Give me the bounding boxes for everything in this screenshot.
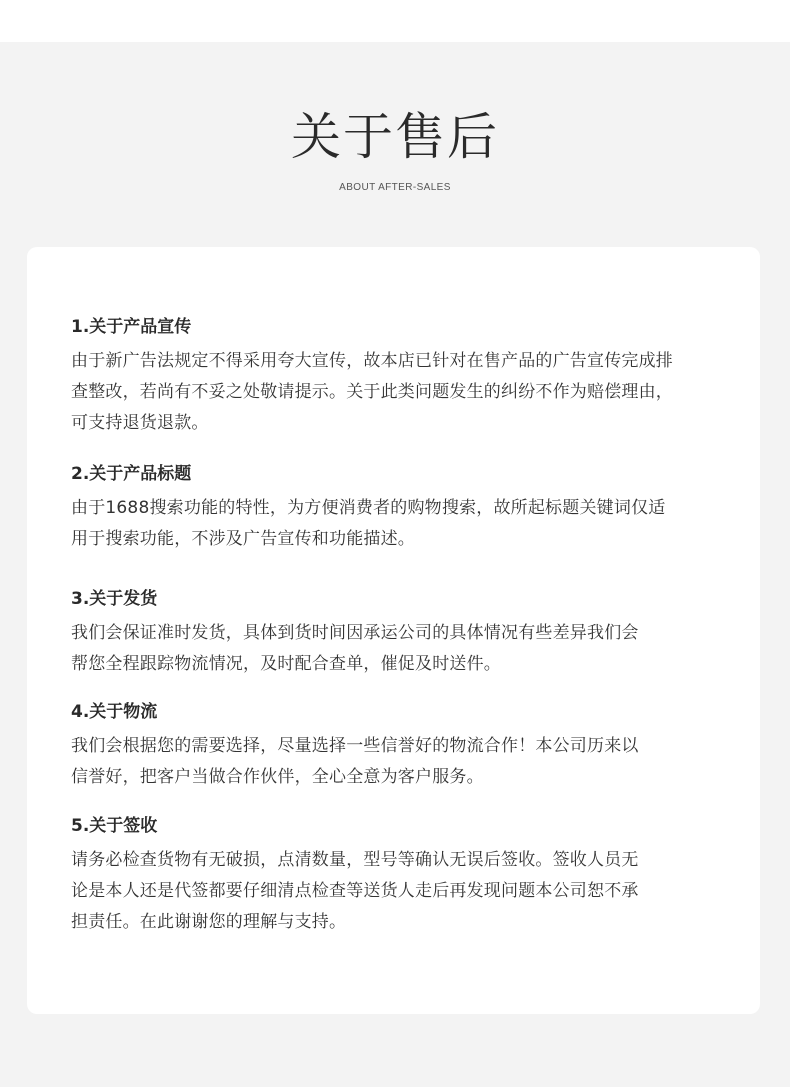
section-heading: 2.关于产品标题	[71, 464, 192, 484]
page-subtitle: ABOUT AFTER-SALES	[339, 182, 451, 193]
section-heading: 4.关于物流	[71, 702, 158, 722]
section-product-title	[71, 463, 741, 555]
page-title: 关于售后	[291, 108, 499, 166]
body-line: 由于1688搜索功能的特性，为方便消费者的购物搜索，故所起标题关键词仅适	[71, 498, 666, 518]
section-product-promotion	[71, 316, 741, 439]
section-body	[71, 346, 741, 439]
body-line: 由于新广告法规定不得采用夸大宣传，故本店已针对在售产品的广告宣传完成排	[71, 351, 673, 371]
body-line: 查整改，若尚有不妥之处敬请提示。关于此类问题发生的纠纷不作为赔偿理由，	[71, 382, 673, 402]
body-line: 可支持退货退款。	[71, 413, 209, 433]
section-body	[71, 493, 741, 555]
section-heading: 1.关于产品宣传	[71, 317, 192, 337]
body-line: 信誉好，把客户当做合作伙伴，全心全意为客户服务。	[71, 767, 484, 787]
section-heading: 3.关于发货	[71, 589, 158, 609]
section-heading: 5.关于签收	[71, 816, 158, 836]
body-line: 我们会保证准时发货，具体到货时间因承运公司的具体情况有些差异我们会	[71, 623, 639, 643]
body-line: 用于搜索功能，不涉及广告宣传和功能描述。	[71, 529, 415, 549]
body-line: 我们会根据您的需要选择，尽量选择一些信誉好的物流合作！本公司历来以	[71, 736, 639, 756]
body-line: 帮您全程跟踪物流情况，及时配合查单，催促及时送件。	[71, 654, 501, 674]
section-logistics	[71, 701, 741, 793]
top-band	[0, 0, 790, 42]
body-line: 请务必检查货物有无破损，点清数量，型号等确认无误后签收。签收人员无	[71, 850, 639, 870]
section-body	[71, 845, 741, 938]
section-body	[71, 618, 741, 680]
section-body	[71, 731, 741, 793]
section-signing	[71, 815, 741, 938]
section-shipping	[71, 588, 741, 680]
body-line: 论是本人还是代签都要仔细清点检查等送货人走后再发现问题本公司恕不承	[71, 881, 639, 901]
body-line: 担责任。在此谢谢您的理解与支持。	[71, 912, 347, 932]
